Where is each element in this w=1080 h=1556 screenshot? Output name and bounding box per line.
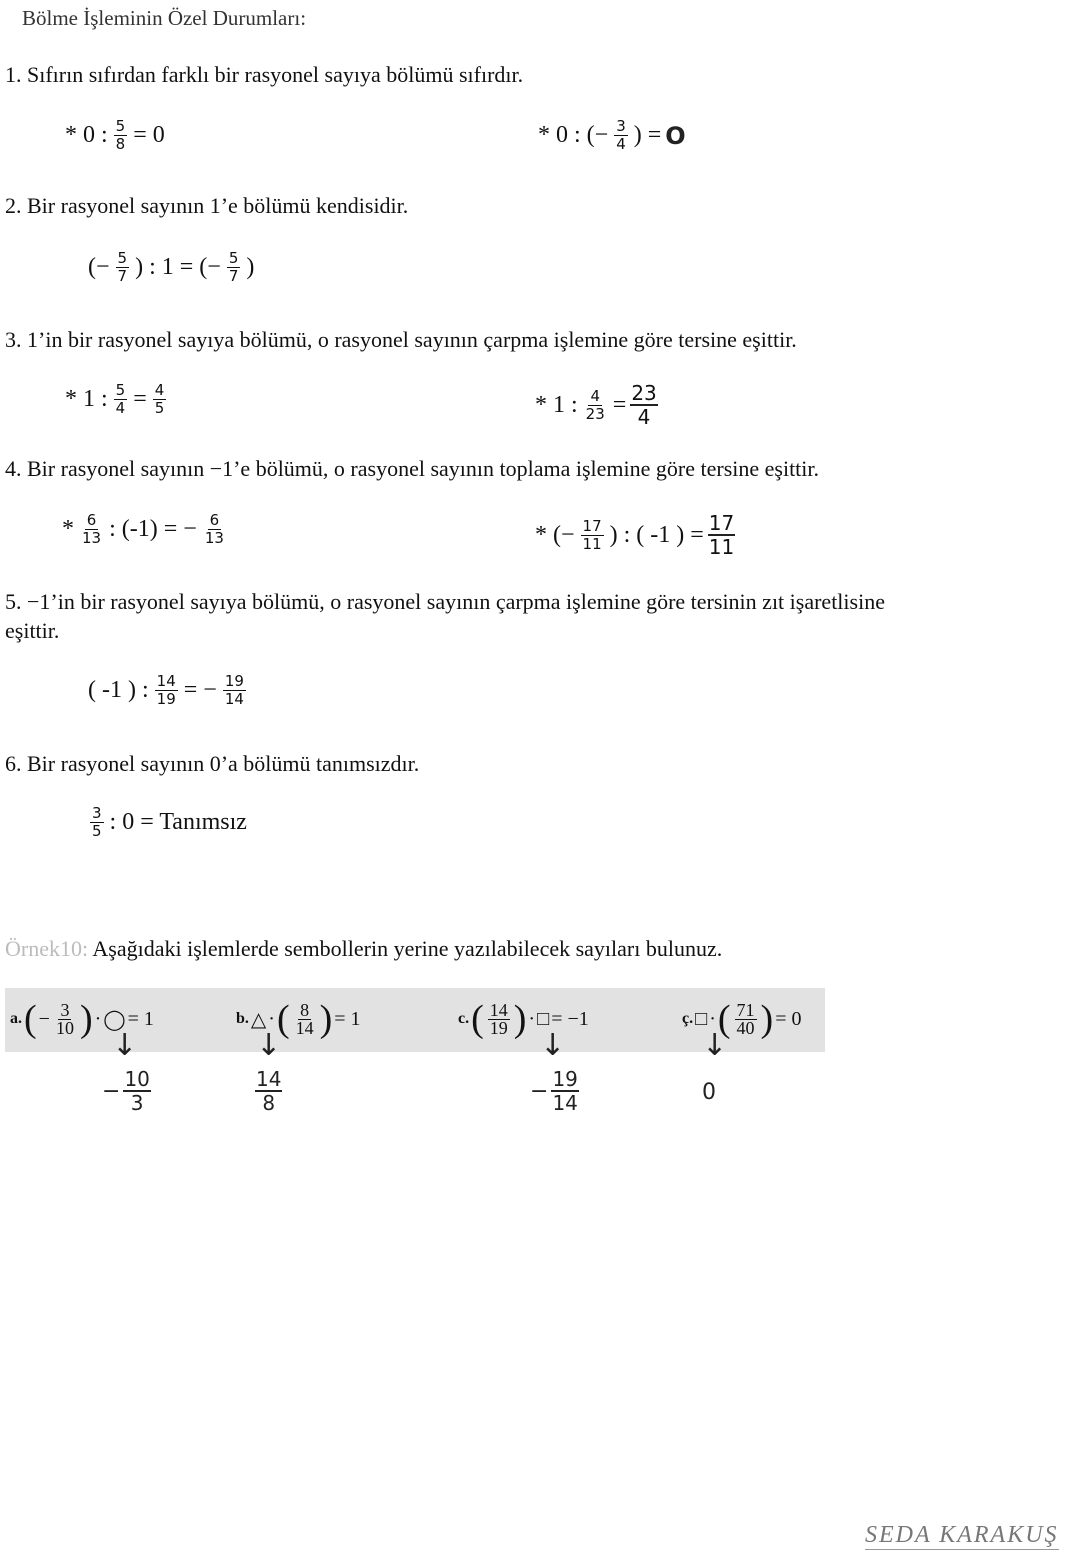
page-title: Bölme İşleminin Özel Durumları: <box>22 6 307 30</box>
author-signature: SEDA KARAKUŞ <box>865 1522 1059 1548</box>
exercise-label: b. <box>236 1010 249 1027</box>
expr: ) : 1 = (− <box>135 254 221 280</box>
rule-number: 1. <box>5 62 22 87</box>
expr: ) <box>246 254 255 280</box>
handwritten-answer: O <box>665 121 686 150</box>
example-instruction: Aşağıdaki işlemlerde sembollerin yerine yazılabilecek sayıları bulunuz. <box>92 936 723 961</box>
exercise-label: a. <box>10 1010 22 1027</box>
fraction <box>114 382 128 417</box>
example-3-right <box>535 382 658 428</box>
denominator: 5 <box>92 822 102 840</box>
arrow-down-icon: ↓ <box>702 1028 728 1063</box>
expr: (− <box>88 254 110 280</box>
denominator: 4 <box>115 399 126 417</box>
rule-text: Sıfırın sıfırdan farklı bir rasyonel sayıya bölümü sıfırdır. <box>27 62 524 87</box>
paren: ( <box>276 998 290 1040</box>
expr: * 0 : (− <box>538 122 609 148</box>
rule-number: 2. <box>5 193 22 218</box>
expr: = 1 <box>334 1007 361 1030</box>
circle-symbol-icon: ◯ <box>103 1008 126 1031</box>
fraction <box>153 382 167 417</box>
fraction <box>614 118 628 153</box>
expr: = 0 <box>133 122 165 148</box>
denominator: 13 <box>82 529 102 547</box>
answer-a <box>102 1068 151 1114</box>
denominator: 23 <box>585 404 605 423</box>
paren: ( <box>717 998 731 1040</box>
fraction <box>155 673 178 708</box>
numerator: 6 <box>209 511 220 529</box>
fraction <box>227 250 241 285</box>
fraction <box>294 999 316 1038</box>
numerator: 5 <box>115 117 126 135</box>
expr: * 1 : <box>65 386 108 412</box>
expr: * 0 : <box>65 122 108 148</box>
denominator: 8 <box>115 135 126 153</box>
paren: ) <box>79 998 93 1040</box>
denominator: 19 <box>156 690 176 708</box>
numerator: 17 <box>708 511 735 535</box>
expr: : (-1) = − <box>109 516 197 542</box>
expr: = 1 <box>127 1007 154 1030</box>
numerator: 14 <box>489 999 508 1020</box>
expr: = − <box>183 677 217 703</box>
paren: ) <box>513 998 527 1040</box>
expr: = <box>133 386 147 412</box>
numerator: 14 <box>256 1067 282 1091</box>
numerator: 3 <box>60 999 70 1020</box>
example-4-right <box>535 512 735 558</box>
exercise-label: ç. <box>682 1010 694 1027</box>
expr: : 0 = Tanımsız <box>109 809 247 835</box>
rule-text: 1’in bir rasyonel sayıya bölümü, o rasyonel sayının çarpma işlemine göre tersine eşittir. <box>27 327 797 352</box>
example-6 <box>88 805 247 840</box>
paren: ( <box>24 998 37 1040</box>
answer-c <box>530 1068 579 1114</box>
paren: ) <box>760 998 774 1040</box>
example-label: Örnek10: <box>5 936 89 961</box>
rule-3 <box>5 327 797 353</box>
triangle-symbol-icon: △ <box>250 1008 267 1031</box>
rule-2 <box>5 193 408 219</box>
dot: · <box>709 1007 716 1030</box>
denominator: 11 <box>582 534 602 553</box>
numerator: 10 <box>124 1067 150 1091</box>
rule-text: −1’in bir rasyonel sayıya bölümü, o rasyonel sayının çarpma işlemine göre tersinin zıt işaretlisine <box>27 589 885 614</box>
exercise-b <box>236 1000 361 1038</box>
rule-4 <box>5 456 819 482</box>
expr: = −1 <box>551 1007 589 1030</box>
square-symbol-icon: □ <box>695 1007 708 1030</box>
rule-text: Bir rasyonel sayının −1’e bölümü, o rasyonel sayının toplama işlemine göre tersine eşittir. <box>27 456 820 481</box>
denominator: 13 <box>204 529 224 547</box>
numerator: 6 <box>86 511 97 529</box>
fraction <box>203 512 226 547</box>
numerator: 19 <box>224 672 244 690</box>
rule-number: 3. <box>5 327 22 352</box>
exercise-c <box>458 1000 589 1038</box>
denominator: 40 <box>736 1017 755 1038</box>
numerator: 8 <box>300 999 310 1020</box>
fraction <box>735 999 757 1038</box>
denominator: 10 <box>55 1017 74 1038</box>
numerator: 4 <box>154 381 165 399</box>
example-3-left <box>65 382 168 417</box>
numerator: 19 <box>552 1067 578 1091</box>
dot: · <box>94 1007 102 1030</box>
denominator: 7 <box>228 267 239 285</box>
fraction <box>581 518 604 553</box>
rule-5 <box>5 589 885 615</box>
paren: ) <box>319 998 333 1040</box>
numerator: 4 <box>590 386 600 405</box>
rule-number: 5. <box>5 589 22 614</box>
numerator: 23 <box>631 381 657 405</box>
expr: * (− <box>535 521 575 548</box>
rule-1 <box>5 62 523 88</box>
answer-c-cedilla: 0 <box>702 1080 716 1105</box>
arrow-down-icon: ↓ <box>540 1028 566 1063</box>
expr: * 1 : <box>535 391 578 418</box>
denominator: 8 <box>262 1091 276 1115</box>
handwritten-fraction <box>551 1068 578 1114</box>
fraction <box>116 250 130 285</box>
example-2 <box>88 250 254 285</box>
denominator: 3 <box>130 1091 144 1115</box>
fraction <box>54 999 76 1038</box>
rule-number: 6. <box>5 751 22 776</box>
expr: * <box>62 516 74 542</box>
answer-b <box>255 1068 282 1114</box>
numerator: 5 <box>117 249 128 267</box>
denominator: 14 <box>552 1091 578 1115</box>
numerator: 5 <box>228 249 239 267</box>
expr: − <box>38 1007 50 1030</box>
exercise-label: c. <box>458 1010 470 1027</box>
denominator: 4 <box>637 405 651 429</box>
minus-sign: − <box>102 1078 121 1104</box>
denominator: 11 <box>708 535 735 559</box>
handwritten-fraction <box>255 1068 282 1114</box>
fraction <box>90 805 104 840</box>
dot: · <box>268 1007 275 1030</box>
numerator: 5 <box>115 381 126 399</box>
rule-text: Bir rasyonel sayının 0’a bölümü tanımsızdır. <box>27 751 420 776</box>
denominator: 19 <box>489 1017 508 1038</box>
numerator: 3 <box>92 804 102 822</box>
expr: = <box>612 391 627 418</box>
fraction <box>223 673 246 708</box>
arrow-down-icon: ↓ <box>256 1028 282 1063</box>
denominator: 4 <box>616 135 626 153</box>
handwritten-answer <box>630 382 657 428</box>
exercise-c-cedilla <box>682 1000 801 1038</box>
numerator: 3 <box>616 117 626 135</box>
rule-5-continued: eşittir. <box>5 618 60 643</box>
example-heading <box>5 936 722 962</box>
denominator: 14 <box>224 690 244 708</box>
expr: ) = <box>633 122 662 148</box>
example-1-right <box>538 118 686 153</box>
example-4-left <box>62 512 228 547</box>
fraction <box>488 999 510 1038</box>
handwritten-answer <box>708 512 735 558</box>
fraction <box>584 388 607 423</box>
paren: ( <box>471 998 484 1040</box>
numerator: 14 <box>156 672 176 690</box>
handwritten-fraction <box>123 1068 150 1114</box>
dot: · <box>528 1007 536 1030</box>
fraction <box>80 512 103 547</box>
example-1-left <box>65 118 165 153</box>
square-symbol-icon: □ <box>537 1007 550 1030</box>
denominator: 7 <box>117 267 128 285</box>
expr: = 0 <box>775 1007 802 1030</box>
denominator: 14 <box>295 1017 314 1038</box>
numerator: 71 <box>736 999 755 1020</box>
minus-sign: − <box>530 1078 549 1104</box>
expr: ) : ( -1 ) = <box>609 521 704 548</box>
expr: ( -1 ) : <box>88 677 149 703</box>
arrow-down-icon: ↓ <box>112 1028 138 1063</box>
rule-number: 4. <box>5 456 22 481</box>
numerator: 17 <box>582 516 602 535</box>
example-5 <box>88 673 248 708</box>
rule-6 <box>5 751 419 777</box>
fraction <box>114 118 128 153</box>
denominator: 5 <box>154 399 165 417</box>
rule-text: Bir rasyonel sayının 1’e bölümü kendisidir. <box>27 193 409 218</box>
